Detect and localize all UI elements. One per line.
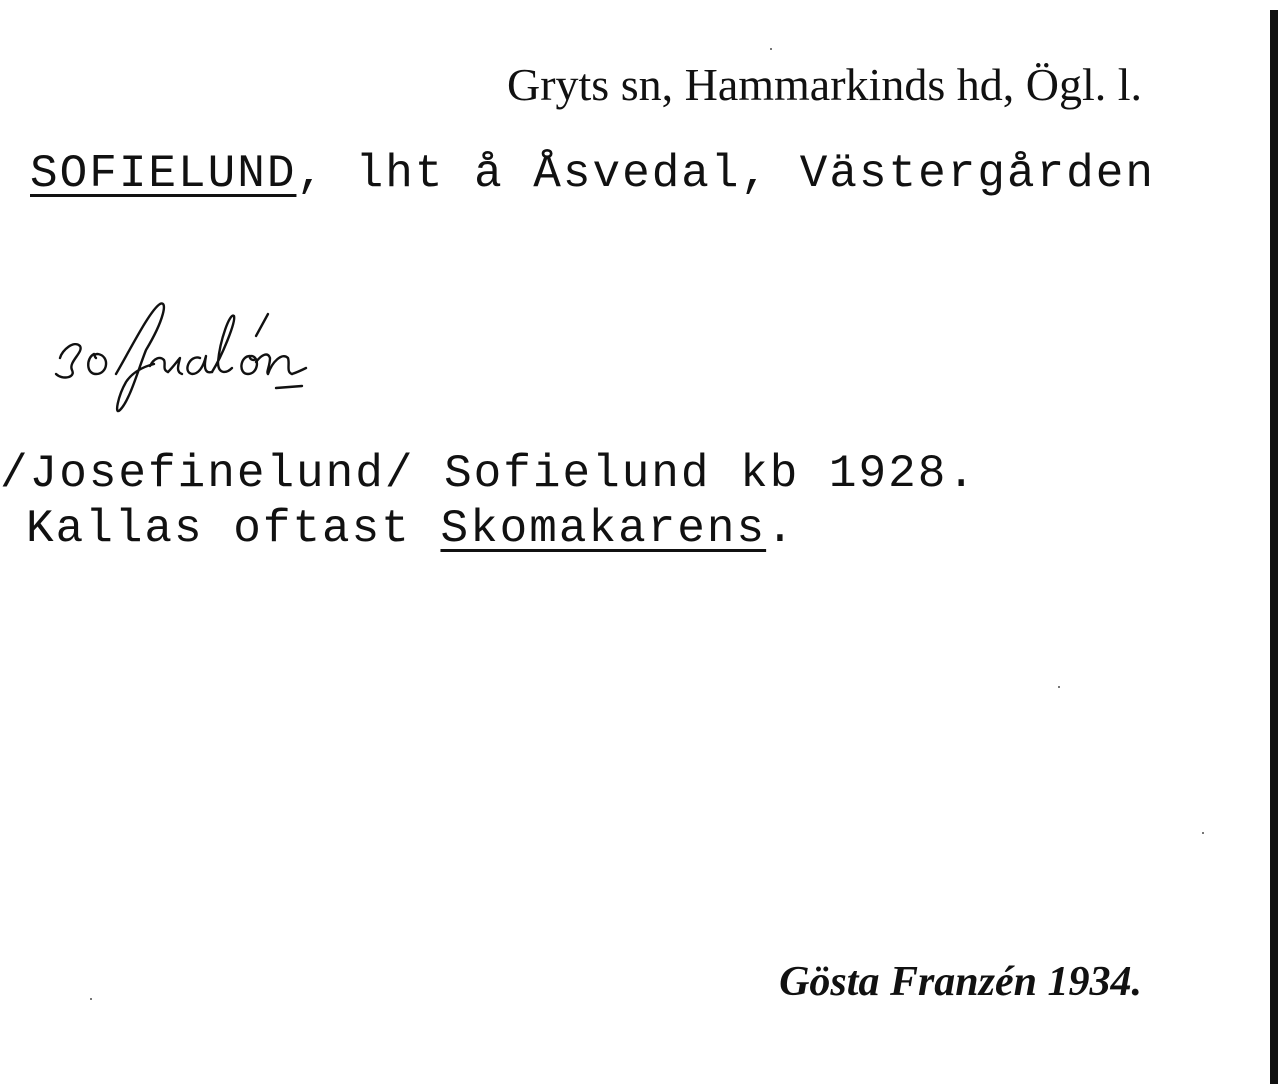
handwritten-pronunciation (50, 270, 430, 430)
signature: Gösta Franzén 1934. (779, 959, 1142, 1005)
usage-note-line (26, 503, 796, 555)
usage-note-underlined-name: Skomakarens (440, 503, 767, 555)
location-header: Gryts sn, Hammarkinds hd, Ögl. l. (506, 59, 1142, 110)
usage-note-prefix: Kallas oftast (26, 503, 441, 555)
card-edge-border (1270, 10, 1278, 1084)
scan-speck (90, 998, 92, 1000)
usage-note-suffix: . (766, 503, 796, 555)
alternate-names-line: /Josefinelund/ Sofielund kb 1928. (0, 448, 977, 500)
place-description: , lht å Åsvedal, Västergården (296, 148, 1155, 200)
scan-speck (770, 48, 772, 50)
entry-title-line (30, 148, 1155, 200)
place-name: SOFIELUND (30, 148, 297, 200)
scan-speck (1058, 686, 1060, 688)
scan-speck (1202, 832, 1204, 834)
